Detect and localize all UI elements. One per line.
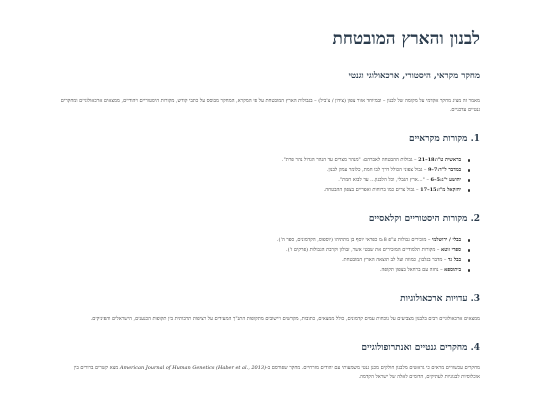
source-reference: יחזקאל מ"ז:15–17 bbox=[420, 187, 461, 193]
intro-paragraph: מאמר זה מציג מחקר אקדמי על מקומה של לבנון – ובמיוחד אזור צפון (צידון / צ'ביל) – בגבולות הארץ המובטחת על פי המקרא, המחקר מבוסס על כתבי קודש, מקורות היסטוריים ויהודיים, ממצאים ארכאולוגיים ומחקרים גנטיים עדכניים. bbox=[60, 98, 480, 113]
source-reference: יהושע י"ג:5–6 bbox=[430, 177, 461, 183]
section-heading-historical: 2. מקורות היסטוריים וקלאסיים bbox=[368, 214, 480, 224]
archaeological-paragraph: ממצאים ארכאולוגיים רבים בלבנון מצביעים על נוכחות עמים קדמונים, כולל ממצאים, כתובות, מקדשים ויישובים מתקופות התנ"ך המעידים על רציפות תרבותית בין תקופות הכנענים, הישראלים והפיניקים. bbox=[90, 316, 480, 322]
genetic-paragraph-conclusion: מצא קשרים ברורים בין אוכלוסיות לבנוניות לעתיקים, הדומים לאלה של ישראל הקדמה. bbox=[73, 365, 480, 380]
source-reference: במדבר ל"ד:7–9 bbox=[427, 167, 461, 173]
source-reference: בבלי / ירושלמי bbox=[432, 237, 461, 243]
list-item bbox=[60, 185, 470, 195]
source-reference: ביתוספא bbox=[444, 267, 461, 273]
source-reference: בראשית ט"ו:18–21 bbox=[418, 157, 461, 163]
source-description: – מדבר בגלבון, כמוזה ועל לב תוצאה הארץ המובטחת. bbox=[341, 257, 449, 263]
list-item bbox=[60, 245, 470, 255]
section-heading-genetic: 4. מחקרים גנטיים ואנתרופולוגיים bbox=[361, 343, 480, 353]
source-description: – "...ארץ הגבלי, וכל הלבנון... עד לבוא חמת". bbox=[338, 177, 431, 183]
page-subtitle: מחקר מקראי, היסטורי, ארכאולוגי וגנטי bbox=[348, 71, 480, 81]
section-heading-archaeological: 3. עדויות ארכאולוגיות bbox=[400, 294, 480, 304]
list-item bbox=[60, 155, 470, 165]
source-description: – גבול צפוני הכולל דרך לבו חמת, כלומר עמק לבנון. bbox=[326, 167, 428, 173]
page-title: לבנון והארץ המובטחת bbox=[332, 29, 480, 49]
source-reference: בבל גד bbox=[448, 257, 461, 263]
genetic-paragraph-text: מחקרים עכשוויים מראים כי גראשים מלבנון חולקים מכנן גנטי משמעותי עם יהודים מזרחיים. מחקר שפורסם ב- bbox=[266, 365, 480, 371]
source-description: – נחזה עם ברחאל בצפון תקופה. bbox=[379, 267, 445, 273]
list-item bbox=[60, 255, 470, 265]
source-description: – גבול צרים כמו ברוחות ואפריים בצפון ההבטחה. bbox=[323, 187, 421, 193]
list-item bbox=[60, 175, 470, 185]
source-reference: ספרי זוטא bbox=[441, 247, 461, 253]
section-heading-biblical: 1. מקורות מקראיים bbox=[408, 134, 480, 144]
list-item bbox=[60, 165, 470, 175]
source-description: – מקורות תלמודיים המזכירים את שבטי אשר, זבולון וקרבת הגבולות (פרקים ז'). bbox=[285, 247, 442, 253]
journal-citation: Genetics (Haber et al., 2013) bbox=[192, 365, 267, 371]
list-item bbox=[60, 235, 470, 245]
source-description: – מזכירים גבולות ע"פ 8:מ כפראי יוסף בן מתתיהו (יוספוס, הקדמונים, ספר ה'). bbox=[276, 237, 433, 243]
source-description: – גבולות ההבטחה לאברהם: "מנהר מצרים עד הנהר הגדול נהר פרת". bbox=[281, 157, 419, 163]
journal-name: American Journal of Human bbox=[119, 365, 191, 371]
historical-sources-list bbox=[60, 235, 480, 275]
biblical-sources-list bbox=[60, 155, 480, 195]
genetic-paragraph bbox=[60, 364, 480, 382]
list-item bbox=[60, 265, 470, 275]
